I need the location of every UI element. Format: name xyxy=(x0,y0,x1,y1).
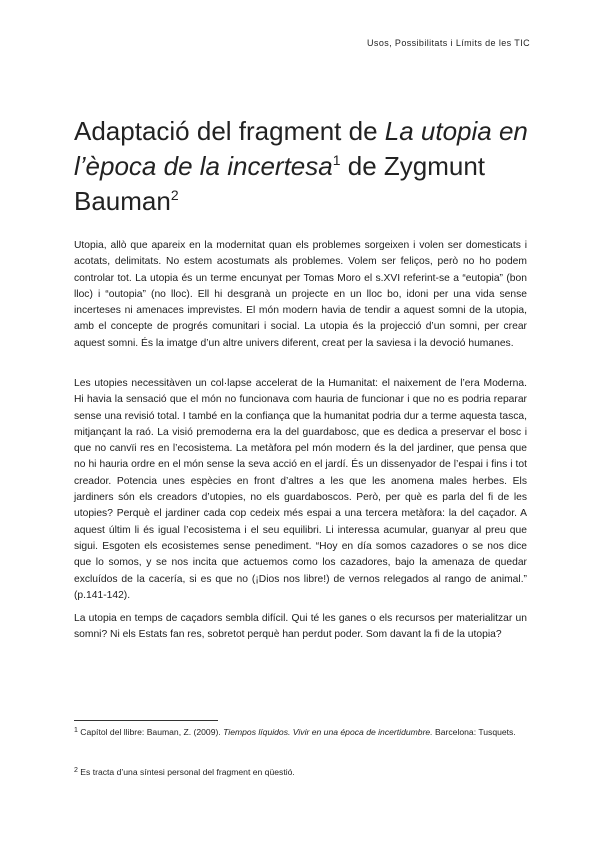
footnote-2 xyxy=(74,764,527,779)
paragraph-3: La utopia en temps de caçadors sembla difícil. Qui té les ganes o els recursos per materialitzar un somni? Ni els Estats fan res, sobretot perquè han perdut poder. Som davant la fi de la utopia? xyxy=(74,613,527,641)
paragraph-1: Utopia, allò que apareix en la modernitat quan els problemes sorgeixen i volen ser domesticats i acotats, delimitats. No estem acostumats als problemes. Volem ser feliços, però no ho podem controlar tot. La utopia és un terme encunyat per Tomas Moro el s.XVI referint-se a “eutopia” (bon lloc) i “outopia” (no lloc). Ell hi desgranà un projecte en un lloc bo, idoni per una vida sense incerteses ni amenaces imprevistes. El món modern havia de tendir a aquest somni de la utopia, amb el concepte de progrés comunitari i social. La utopia és la projecció d’un somni, per crear aquest somni. És la imatge d’un altre univers diferent, creat per la saviesa i la devoció humanes. xyxy=(74,240,527,349)
paragraph-2: Les utopies necessitàven un col·lapse accelerat de la Humanitat: el naixement de l’era Moderna. Hi havia la sensació que el món no funcionava com hauria de funcionar i que no es podria reparar sense una revisió total. I també en la confiança que la humanitat podria dur a terme aquesta tasca, mitjançant la raó. La visió premoderna era la del guardabosc, que es dedica a preservar el bosc i que no canvïi res en l’ecosistema. La metàfora pel món modern és la del jardiner, que pensa que no hi hauria ordre en el món sense la seva acció en el jardí. És un dissenyador de l’espai i fins i tot creador. Potencia unes espècies en front d’altres a les que les anomena males herbes. Els jardiners són els creadors d’utopies, no els guardaboscos. Però, per què es parla del fi de les utopies? Perquè el jardiner cada cop cedeix més espai a una tercera metàfora: la del caçador. A aquest últim li és igual l’ecosistema i el seu equilibri. Li interessa acumular, guanyar al preu que sigui. Esgoten els ecosistemes sense penediment. “Hoy en día somos cazadores o se nos dice que lo somos, y se nos incita que actuemos como los cazadores, bajo la amenaza de quedar excluídos de la cacería, si es que no (¡Dios nos libre!) de vernos relegados al rango de animal.” (p.141-142). xyxy=(74,378,527,601)
running-header: Usos, Possibilitats i Límits de les TIC xyxy=(367,38,530,48)
footnote-ref-2[interactable]: 2 xyxy=(170,187,179,203)
footnote-1-prefix: Capítol del llibre: Bauman, Z. (2009). xyxy=(77,727,224,737)
title-book-name: La utopia en l’època de la incertesa xyxy=(74,116,528,181)
footnote-1-book-title: Tiempos líquidos. Vivir en una época de incertidumbre. xyxy=(223,727,433,737)
footnote-1-mark: 1 xyxy=(74,727,78,734)
title-author: de Zygmunt Bauman xyxy=(74,151,486,216)
footnote-1-suffix: Barcelona: Tusquets. xyxy=(432,727,516,737)
title-text: Adaptació del fragment de xyxy=(74,116,385,146)
footnote-2-mark: 2 xyxy=(74,767,78,774)
footnote-2-text: Es tracta d’una síntesi personal del fragment en qüestió. xyxy=(77,767,295,777)
footnote-divider xyxy=(74,720,218,721)
footnote-1 xyxy=(74,724,527,739)
page-title xyxy=(74,114,544,219)
footnote-ref-1[interactable]: 1 xyxy=(332,152,341,168)
